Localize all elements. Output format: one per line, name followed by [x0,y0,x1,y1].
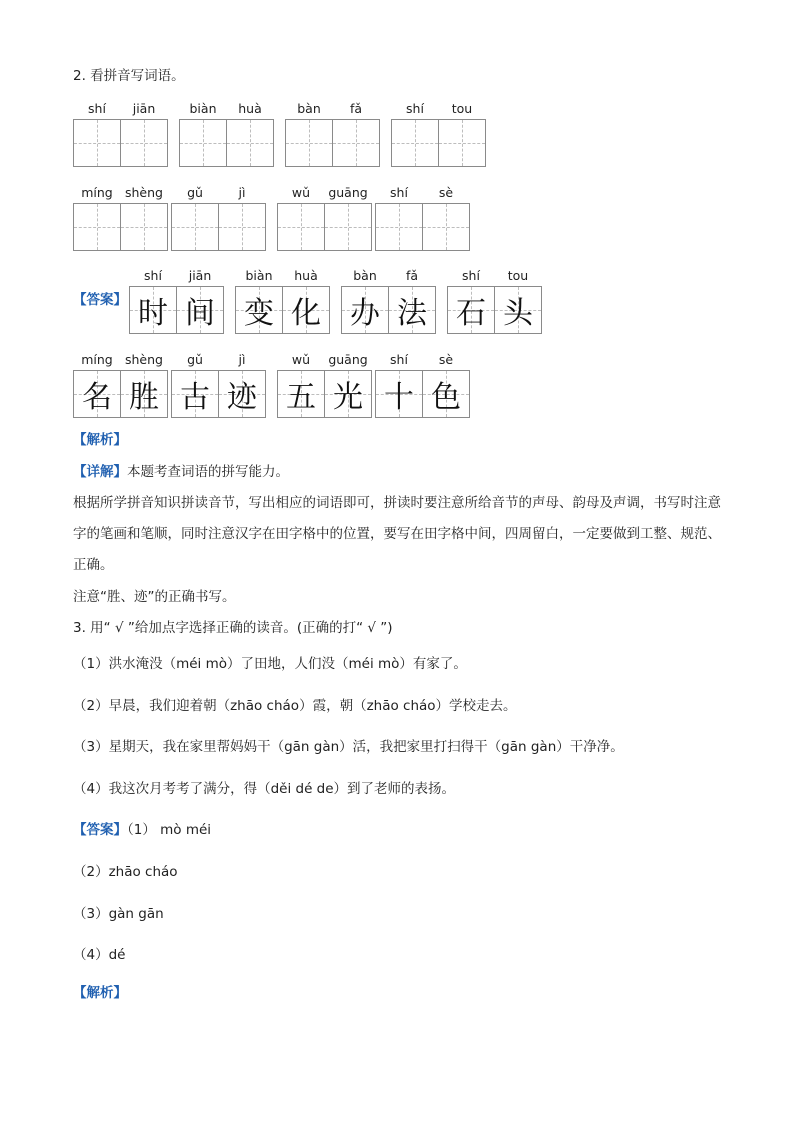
q3-item-3: （3）星期天，我在家里帮妈妈干（gān gàn）活，我把家里打扫得干（gān gàn）干净净。 [73,739,624,755]
tianzige-cell [324,203,372,251]
pinyin-label: shí [390,185,408,200]
tianzige-cell [277,203,325,251]
pinyin-label: míng [81,185,113,200]
answer-character: 光 [333,380,363,415]
answer-character: 石 [456,296,486,331]
answer-character: 迹 [227,380,257,415]
tianzige-group [171,203,265,251]
pinyin-label: biàn [245,268,273,283]
pinyin-label: shí [462,268,480,283]
q2-title: 2. 看拼音写词语。 [73,68,185,84]
tianzige-cell [171,203,219,251]
tianzige-group [375,370,469,418]
pinyin-label: tou [507,268,529,283]
tianzige-cell [375,370,423,418]
tianzige-cell [438,119,486,167]
q3-answer-4: （4）dé [73,947,126,963]
pinyin-label: shèng [125,185,163,200]
tianzige-group [73,203,167,251]
tianzige-group [73,119,167,167]
tianzige-cell [235,286,283,334]
tianzige-group [391,119,485,167]
pinyin-label: gǔ [187,352,203,367]
pinyin-label: shí [144,268,162,283]
q3-answer-2: （2）zhāo cháo [73,864,178,880]
answer-character: 五 [286,380,316,415]
pinyin-label: shèng [125,352,163,367]
pinyin-label: guāng [328,352,368,367]
tianzige-cell [120,203,168,251]
tianzige-cell [218,203,266,251]
pinyin-label: guāng [328,185,368,200]
q2-detail [73,462,289,482]
tianzige-cell [120,119,168,167]
q3-answer-1 [73,820,211,840]
pinyin-label: shí [88,101,106,116]
pinyin-label: jì [238,352,246,367]
tianzige-cell [375,203,423,251]
tianzige-cell [73,370,121,418]
pinyin-label: shí [390,352,408,367]
answer-character: 法 [397,296,427,331]
tianzige-cell [422,370,470,418]
tianzige-cell [324,370,372,418]
tianzige-group [277,370,371,418]
tianzige-group [129,286,223,334]
q3-item-2: （2）早晨，我们迎着朝（zhāo cháo）霞，朝（zhāo cháo）学校走去。 [73,698,517,714]
pinyin-label: fǎ [405,268,419,283]
tianzige-cell [226,119,274,167]
tianzige-cell [494,286,542,334]
tianzige-group [447,286,541,334]
pinyin-label: bàn [297,101,321,116]
q3-title: 3. 用“ √ ”给加点字选择正确的读音。(正确的打“ √ ”) [73,620,393,636]
pinyin-label: shí [406,101,424,116]
pinyin-label: bàn [353,268,377,283]
tianzige-group [73,370,167,418]
tianzige-cell [129,286,177,334]
q3-item-4: （4）我这次月考考了满分，得（děi dé de）到了老师的表扬。 [73,781,456,797]
pinyin-label: biàn [189,101,217,116]
tianzige-group [171,370,265,418]
tianzige-cell [73,203,121,251]
answer-character: 化 [291,296,321,331]
answer-character: 办 [350,296,380,331]
tianzige-cell [341,286,389,334]
pinyin-label: huà [294,268,318,283]
answer-character: 胜 [129,380,159,415]
tianzige-cell [391,119,439,167]
tianzige-cell [388,286,436,334]
answer-character: 变 [244,296,274,331]
answer-character: 十 [384,380,414,415]
pinyin-label: sè [438,352,454,367]
pinyin-label: fǎ [349,101,363,116]
pinyin-label: wǔ [291,185,311,200]
q3-answer-label: 【答案】 [73,822,127,838]
tianzige-cell [422,203,470,251]
tianzige-cell [277,370,325,418]
answer-character: 间 [185,296,215,331]
tianzige-cell [285,119,333,167]
pinyin-label: jiān [132,101,156,116]
pinyin-label: jiān [188,268,212,283]
q3-answer-3: （3）gàn gān [73,906,164,922]
q2-detail-text: 本题考查词语的拼写能力。 [127,464,289,480]
q2-note: 注意“胜、迹”的正确书写。 [73,589,236,605]
tianzige-cell [332,119,380,167]
answer-character: 时 [138,296,168,331]
pinyin-label: huà [238,101,262,116]
answer-character: 头 [503,296,533,331]
tianzige-cell [179,119,227,167]
tianzige-cell [447,286,495,334]
answer-character: 古 [180,380,210,415]
pinyin-label: sè [438,185,454,200]
q2-analysis-label: 【解析】 [73,432,127,448]
tianzige-cell [120,370,168,418]
pinyin-label: tou [451,101,473,116]
tianzige-cell [171,370,219,418]
tianzige-group [277,203,371,251]
tianzige-cell [218,370,266,418]
pinyin-label: gǔ [187,185,203,200]
q3-answer-1-text: （1） mò méi [127,822,212,838]
answer-character: 色 [431,380,461,415]
tianzige-cell [176,286,224,334]
q3-analysis-label: 【解析】 [73,985,127,1001]
tianzige-cell [73,119,121,167]
q2-answer-label: 【答案】 [73,292,127,308]
q2-explanation-paragraph: 根据所学拼音知识拼读音节，写出相应的词语即可，拼读时要注意所给音节的声母、韵母及声调，书写时注意字的笔画和笔顺，同时注意汉字在田字格中的位置，要写在田字格中间，四周留白，一定要做到工整、规范、正确。 [73,495,721,573]
q3-item-1: （1）洪水淹没（méi mò）了田地，人们没（méi mò）有家了。 [73,656,467,672]
tianzige-cell [282,286,330,334]
tianzige-group [341,286,435,334]
tianzige-group [179,119,273,167]
answer-character: 名 [82,380,112,415]
pinyin-label: wǔ [291,352,311,367]
tianzige-group [285,119,379,167]
pinyin-label: míng [81,352,113,367]
tianzige-group [235,286,329,334]
q2-detail-label: 【详解】 [73,464,127,480]
pinyin-label: jì [238,185,246,200]
tianzige-group [375,203,469,251]
